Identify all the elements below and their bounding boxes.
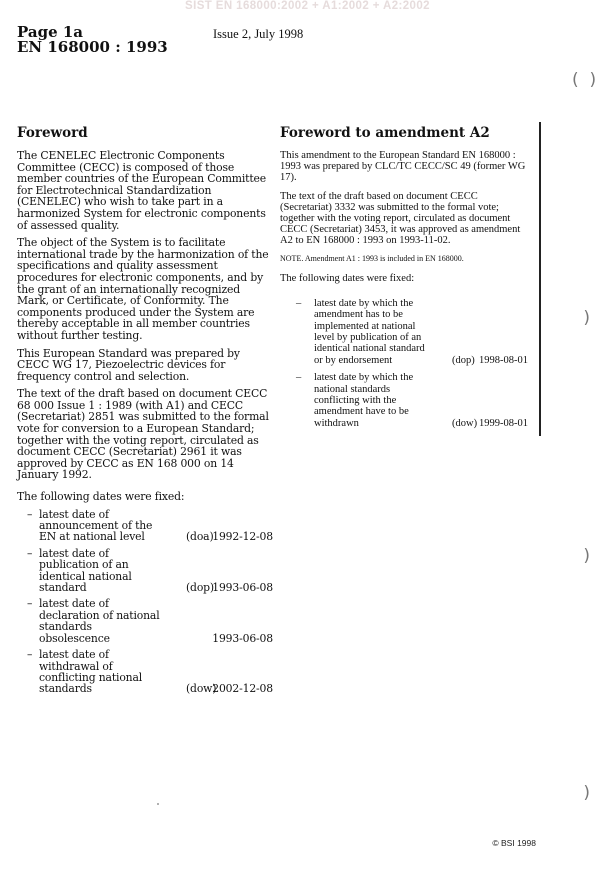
list-item	[17, 598, 273, 644]
date-description: latest date of announcement of the EN at national level	[39, 507, 153, 544]
list-item	[280, 298, 530, 366]
amendment-note: NOTE. Amendment A1 : 1993 is included in EN 168000.	[280, 253, 464, 263]
date-description: latest date of withdrawal of conflicting national standards	[39, 648, 143, 696]
date-description: latest date by which the amendment has to be implemented at national level by publication of an identical national standard or by endorsement	[314, 297, 425, 366]
amendment-section	[280, 124, 530, 435]
date-value: 1993-06-08	[212, 581, 273, 595]
date-value: 1999-08-01	[479, 417, 528, 429]
date-value: 1998-08-01	[479, 354, 528, 366]
date-code: (dow)	[452, 417, 478, 429]
punch-hole-mark: ( )	[572, 70, 597, 90]
list-dash: –	[27, 546, 33, 560]
foreword-paragraph: The object of the System is to facilitate international trade by the harmonization of the specifications and quality assessment procedures for electronic components, and by the grant of an internationally recognized Mark, or Certificate, of Conformity. The components produced under the System are thereby acceptable in all member countries without further testing.	[17, 236, 269, 342]
foreword-paragraph: The CENELEC Electronic Components Committee (CECC) is composed of those member countries of the European Committee for Electrotechnical Standardization (CENELEC) who wish to take part in a harmonized System for electronic components of assessed quality.	[17, 149, 267, 232]
punch-hole-mark: )	[578, 546, 591, 566]
punch-hole-mark: )	[578, 308, 591, 328]
foreword-title: Foreword	[17, 125, 88, 141]
list-dash: –	[296, 372, 302, 384]
amendment-paragraph: This amendment to the European Standard EN 168000 : 1993 was prepared by CLC/TC CECC/SC 49 (former WG 17).	[280, 150, 526, 184]
list-item	[280, 372, 530, 429]
foreword-paragraph: The text of the draft based on document CECC 68 000 Issue 1 : 1989 (with A1) and CECC (Secretariat) 2851 was submitted to the formal vote for conversion to a European Standard; together with the voting report, circulated as document CECC (Secretariat) 2961 it was approved by CECC as EN 168 000 on 14 January 1992.	[17, 387, 269, 482]
date-code: (doa)	[186, 530, 214, 544]
issue-date: Issue 2, July 1998	[213, 27, 304, 41]
change-bar	[539, 122, 541, 436]
dates-list	[280, 298, 530, 429]
date-description: latest date by which the national standards conflicting with the amendment have to be withdrawn	[314, 372, 414, 429]
dates-list	[17, 509, 273, 695]
date-value: 2002-12-08	[212, 682, 273, 696]
amendment-title: Foreword to amendment A2	[280, 125, 490, 141]
page-number: Page 1a	[17, 23, 84, 41]
list-item	[17, 649, 273, 695]
list-dash: –	[296, 297, 302, 309]
punch-hole-mark: )	[578, 783, 591, 803]
list-item	[17, 548, 273, 594]
foreword-section	[17, 124, 273, 700]
scan-speck	[157, 803, 159, 805]
dates-intro: The following dates were fixed:	[280, 272, 415, 284]
list-item	[17, 509, 273, 543]
amendment-paragraph: The text of the draft based on document CECC (Secretariat) 3332 was submitted to the formal vote; together with the voting report, circulated as document CECC (Secretariat) 3453, it was approved as amendment A2 to EN 168000 : 1993 on 1993-11-02.	[280, 190, 521, 247]
date-code: (dop)	[186, 581, 214, 595]
date-code: (dow)	[186, 682, 217, 696]
date-value: 1993-06-08	[212, 631, 273, 645]
foreword-paragraph: This European Standard was prepared by CECC WG 17, Piezoelectric devices for frequency control and selection.	[17, 346, 240, 383]
date-value: 1992-12-08	[212, 530, 273, 544]
date-description: latest date of declaration of national standards obsolescence	[39, 597, 160, 645]
date-code: (dop)	[452, 354, 475, 366]
standard-number: EN 168000 : 1993	[17, 38, 168, 56]
watermark: SIST EN 168000:2002 + A1:2002 + A2:2002	[185, 0, 430, 12]
date-description: latest date of publication of an identical national standard	[39, 546, 132, 595]
list-dash: –	[27, 507, 33, 521]
copyright: © BSI 1998	[492, 838, 536, 848]
list-dash: –	[27, 648, 33, 662]
dates-intro: The following dates were fixed:	[17, 490, 185, 504]
list-dash: –	[27, 597, 33, 611]
